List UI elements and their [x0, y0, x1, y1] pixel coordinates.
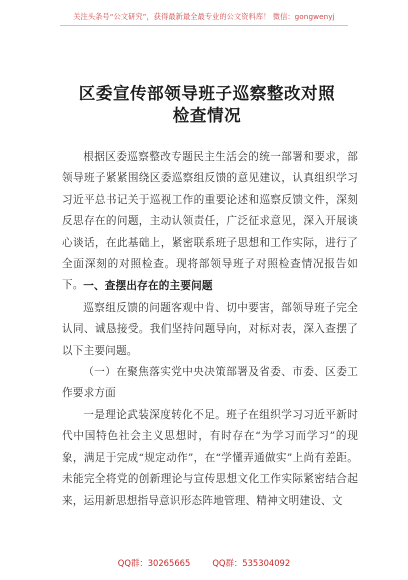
header-banner: 关注头条号“公文研究”，获得最新最全最专业的公文资料库！ 微信：gongwenyj — [73, 12, 335, 21]
body-paragraph-theory: 一是理论武装深度转化不足。班子在组织学习习近平新时代中国特色社会主义思想时，有时存在“为学习而学习”的现象，满足于完成“规定动作”，在“学懂弄通做实”上尚有差距。未能完全将党的创新理论与宣传思想文化工作实际紧密结合起来，运用新思想指导意识形态阵地管理、精神文明建设、文 — [62, 409, 358, 507]
footer-contact — [0, 557, 408, 569]
section-heading: 一、查摆出存在的主要问题 — [83, 280, 213, 292]
footer-qq-group-1: QQ群：30265665 — [117, 558, 191, 568]
document-title: 区委宣传部领导班子巡察整改对照检查情况 — [78, 84, 336, 125]
intro-paragraph: 根据区委巡察整改专题民主生活会的统一部署和要求，部领导班子紧紧围绕区委巡察组反馈的意见建议，认真组织学习习近平总书记关于巡视工作的重要论述和巡察反馈文件，深刻反思存在的问题，主动认领责任，广泛征求意见，深入开展谈心谈话，在此基础上，紧密联系班子思想和工作实际，进行了全面深刻的对照检查。现将部领导班子对照检查情况报告如下。 — [62, 151, 358, 292]
body-paragraph-acceptance: 巡察组反馈的问题客观中肯、切中要害，部领导班子完全认同、诚恳接受。我们坚持问题导向，对标对表，深入查摆了以下主要问题。 — [62, 302, 358, 357]
header-divider — [60, 25, 348, 26]
subsection-heading: （一）在聚焦落实党中央决策部署及省委、市委、区委工作要求方面 — [62, 366, 358, 400]
footer-qq-group-2: QQ群：535304092 — [212, 558, 291, 568]
